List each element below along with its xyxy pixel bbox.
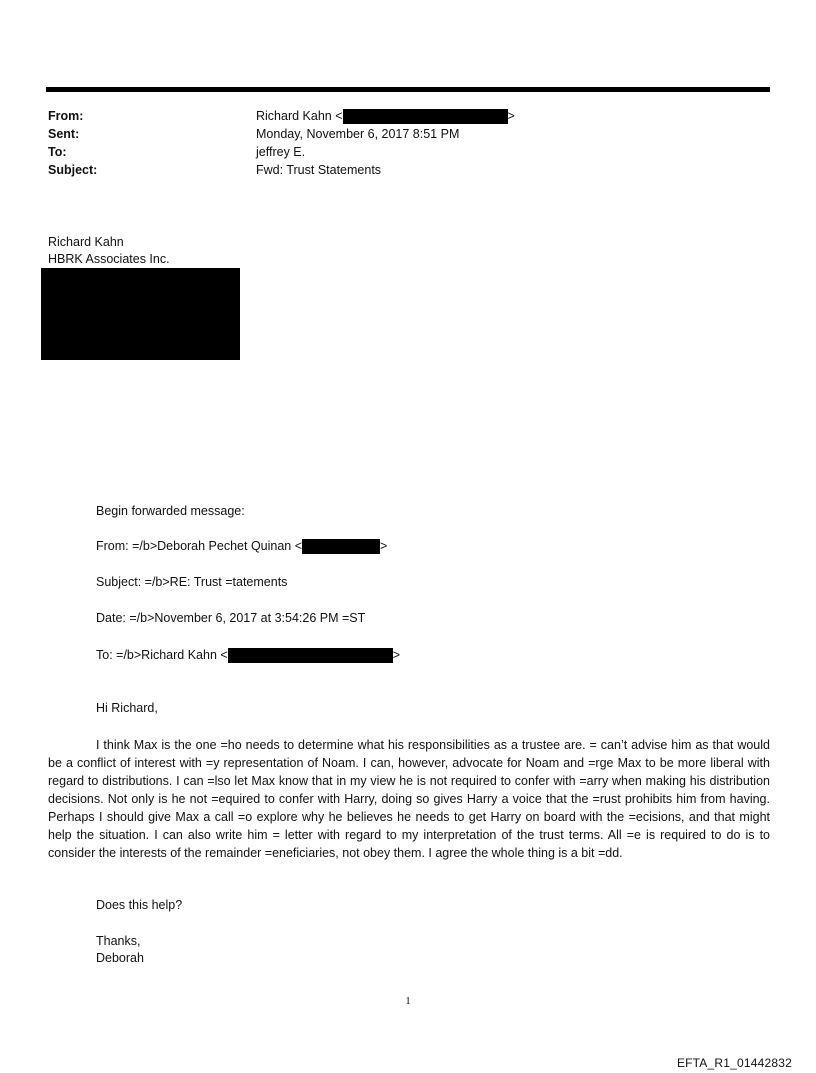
signature-company: HBRK Associates Inc. <box>48 252 170 266</box>
forwarded-from-text: From: =/b>Deborah Pechet Quinan < <box>96 539 303 553</box>
header-rule <box>46 87 770 92</box>
forwarded-from <box>96 538 387 555</box>
question: Does this help? <box>96 898 183 912</box>
greeting: Hi Richard, <box>96 701 158 715</box>
page-number: 1 <box>405 995 411 1007</box>
document-id: EFTA_R1_01442832 <box>676 1056 792 1070</box>
sent-label: Sent: <box>48 127 80 141</box>
signature-redaction-block <box>41 268 240 360</box>
forwarded-to-text: To: =/b>Richard Kahn < <box>96 648 228 662</box>
body-paragraph-text: I think Max is the one =ho needs to determine what his responsibilities as a trustee are. = can’t advise him as that would be a conflict of interest with =y representation of Noam. I can, however, advocate for Noam and =rge Max to be more liberal with regard to distributions. I can =lso let Max know that in my view he is not required to confer with =arry when making his distribution decisions. Not only is he not =equired to confer with Harry, doing so gives Harry a voice that the =rust prohibits him from having. Perhaps I should give Max a call =o explore why he believes he needs to get Harry on board with the =ecisions, and that might help the situation. I can also write him = letter with regard to my interpretation of the trust terms. All =e is required to do is to consider the interests of the remainder =eneficiaries, not obey them. I agree the whole thing is a bit =dd. <box>48 738 770 860</box>
forwarded-subject: Subject: =/b>RE: Trust =tatements <box>96 575 288 589</box>
from-label: From: <box>48 109 84 123</box>
signature-name: Richard Kahn <box>48 235 124 249</box>
redaction-bar <box>343 109 508 124</box>
subject-label: Subject: <box>48 163 98 177</box>
from-name: Richard Kahn < <box>256 109 343 123</box>
to-value: jeffrey E. <box>256 145 306 159</box>
forwarded-intro: Begin forwarded message: <box>96 504 245 518</box>
forwarded-to-close: > <box>392 648 400 662</box>
redaction-bar <box>228 648 393 663</box>
closing: Thanks, <box>96 934 141 948</box>
forwarded-from-close: > <box>380 539 388 553</box>
subject-value: Fwd: Trust Statements <box>256 163 382 177</box>
from-value <box>256 107 515 125</box>
redaction-bar <box>302 539 380 554</box>
from-close: > <box>507 109 515 123</box>
body-paragraph <box>48 736 770 862</box>
sender-name: Deborah <box>96 951 144 965</box>
to-label: To: <box>48 145 67 159</box>
forwarded-to <box>96 647 400 664</box>
sent-value: Monday, November 6, 2017 8:51 PM <box>256 127 460 141</box>
forwarded-date: Date: =/b>November 6, 2017 at 3:54:26 PM =ST <box>96 611 366 625</box>
